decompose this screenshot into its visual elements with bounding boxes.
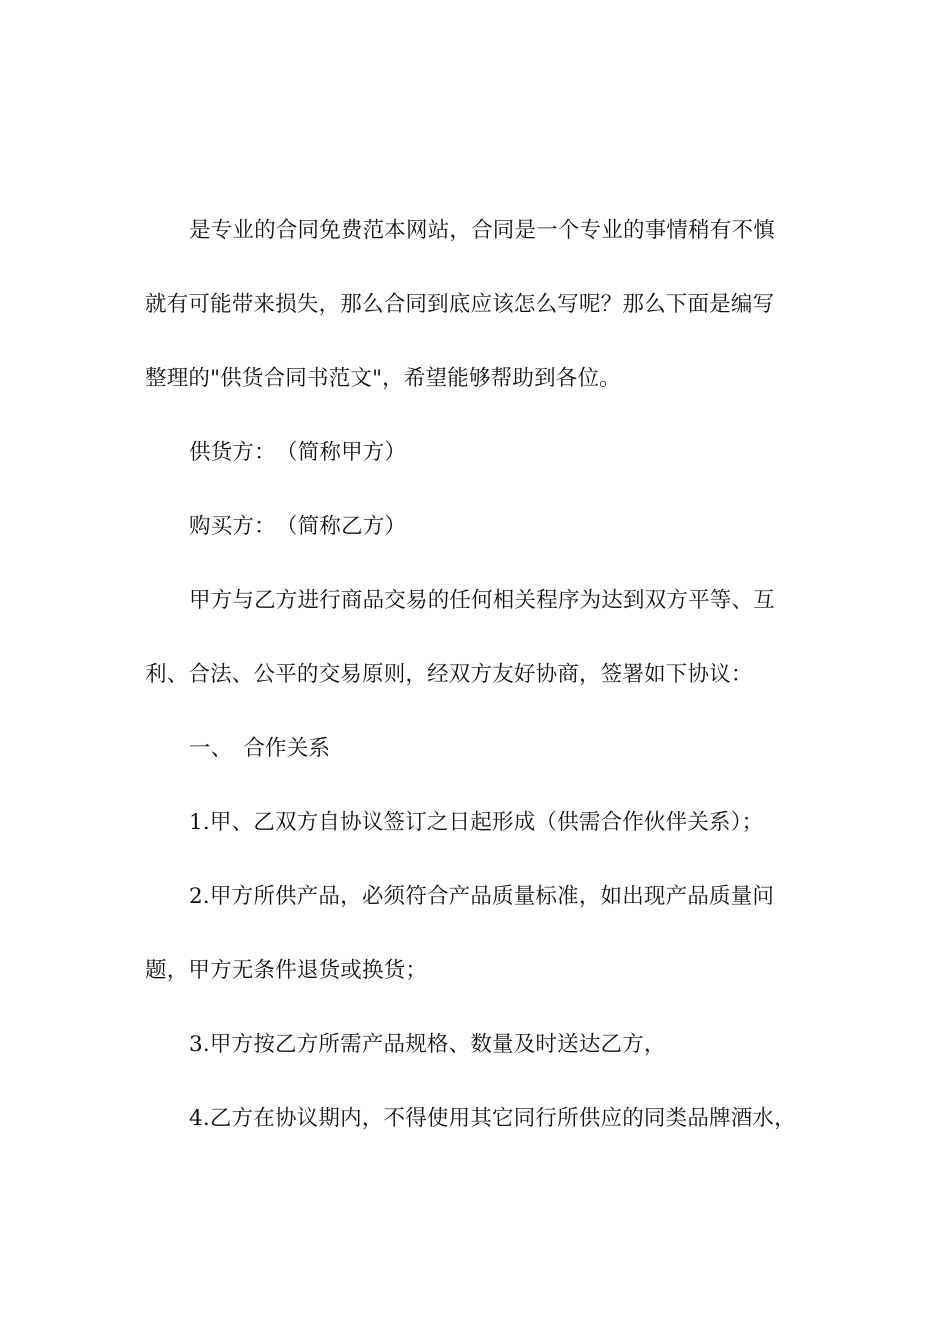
text-line: 2.甲方所供产品，必须符合产品质量标准，如出现产品质量问: [189, 884, 775, 909]
clause-4: [145, 1082, 795, 1156]
buyer-line: [145, 490, 795, 564]
text-line: 3.甲方按乙方所需产品规格、数量及时送达乙方，: [189, 1032, 666, 1057]
section-heading: [145, 712, 795, 786]
text-line: 就有可能带来损失，那么合同到底应该怎么写呢？那么下面是编写: [145, 292, 775, 317]
text-line: 利、合法、公平的交易原则，经双方友好协商，签署如下协议：: [145, 662, 753, 687]
text-line: 一、 合作关系: [189, 736, 331, 761]
text-line: 购买方： （简称乙方）: [189, 514, 407, 539]
clause-2: [145, 860, 795, 1008]
text-line: 供货方： （简称甲方）: [189, 440, 407, 465]
clause-3: [145, 1008, 795, 1082]
intro-paragraph: [145, 194, 795, 416]
supplier-line: [145, 416, 795, 490]
text-line: 甲方与乙方进行商品交易的任何相关程序为达到双方平等、互: [189, 588, 775, 613]
text-line: 4.乙方在协议期内，不得使用其它同行所供应的同类品牌酒水，: [189, 1106, 796, 1131]
clause-1: [145, 786, 795, 860]
agreement-paragraph: [145, 564, 795, 712]
text-line: 1.甲、乙双方自协议签订之日起形成（供需合作伙伴关系）；: [189, 810, 764, 835]
text-line: 整理的"供货合同书范文"，希望能够帮助到各位。: [145, 366, 621, 391]
text-line: 题，甲方无条件退货或换货；: [145, 958, 428, 983]
document-body: [145, 194, 795, 1156]
text-line: 是专业的合同免费范本网站，合同是一个专业的事情稍有不慎: [189, 218, 775, 243]
